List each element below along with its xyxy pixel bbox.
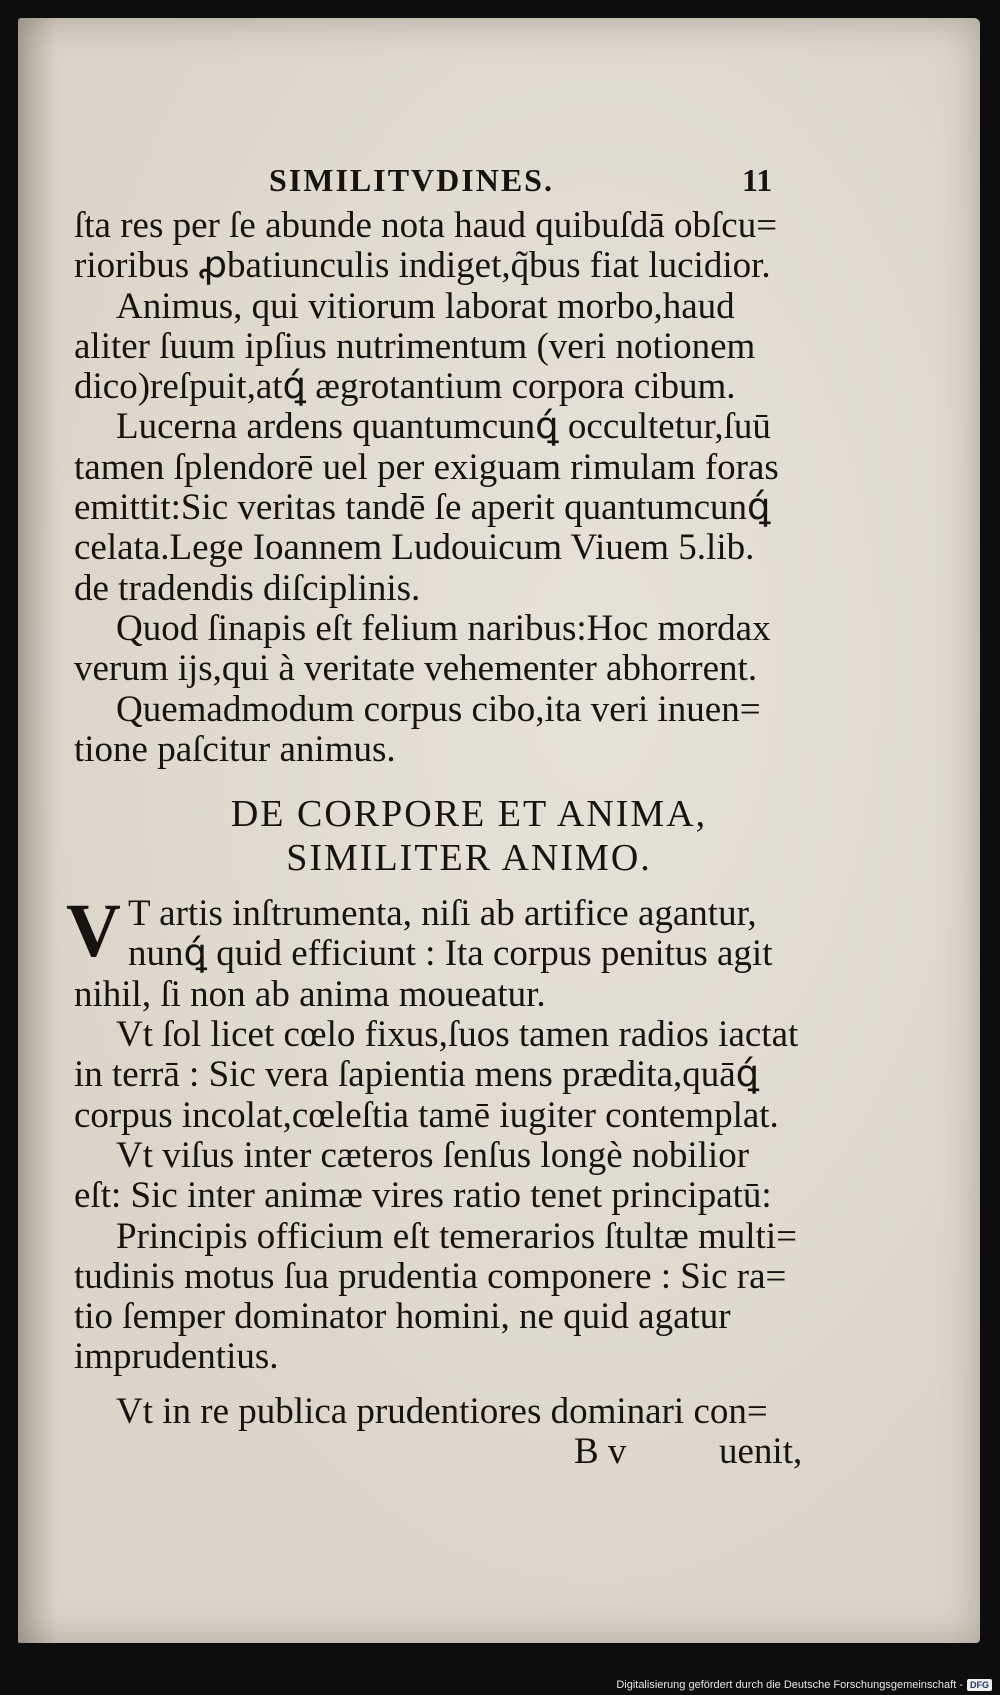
text-line: verum ĳs,qui à veritate vehementer abhorrent. xyxy=(74,648,758,690)
text-line: Vt viſus inter cæteros ſenſus longè nobilior xyxy=(116,1134,750,1176)
page-header xyxy=(74,156,874,206)
text-line: in terrā : Sic vera ſapientia mens prædita,quāꝗ́ xyxy=(74,1054,760,1096)
text-line: Quod ſinapis eſt felium naribus:Hoc mordax xyxy=(116,607,771,649)
text-line: Quemadmodum corpus cibo,ita veri inuen= xyxy=(116,688,761,730)
paragraph xyxy=(74,407,874,608)
page-text-block xyxy=(66,156,874,1473)
text-line: Animus, qui vitiorum laborat morbo,haud xyxy=(116,285,735,327)
text-line: tio ſemper dominator homini, ne quid agatur xyxy=(74,1296,731,1338)
text-line: tudinis motus ſua prudentia componere : Sic ra= xyxy=(74,1255,787,1297)
section-heading xyxy=(74,792,874,880)
credit-text: Digitalisierung gefördert durch die Deutsche Forschungsgemeinschaft - xyxy=(616,1679,963,1691)
text-line: ſta res per ſe abunde nota haud quibuſdā obſcu= xyxy=(74,205,778,246)
section-title-line: DE CORPORE ET ANIMA, xyxy=(230,793,708,836)
text-line: dico)reſpuit,atꝗ́ ægrotantium corpora cibum. xyxy=(74,366,736,408)
signature-mark: B v xyxy=(574,1431,627,1473)
page-number: 11 xyxy=(742,162,773,198)
text-line: corpus incolat,cœleſtia tamē iugiter contemplat. xyxy=(74,1094,779,1136)
digitization-credit xyxy=(616,1679,992,1691)
text-line: T artis inſtrumenta, niſi ab artifice agantur, xyxy=(128,893,757,935)
text-line: emittit:Sic veritas tandē ſe aperit quantumcunꝗ́ xyxy=(74,487,771,529)
text-line: rioribus ꝓbatiunculis indiget,q̃bus fiat lucidior. xyxy=(74,245,771,287)
text-line: nihil, ſi non ab anima moueatur. xyxy=(74,973,546,1015)
text-line: imprudentius. xyxy=(74,1336,279,1378)
text-line: Principis officium eſt temerarios ſtultæ multi= xyxy=(116,1215,797,1257)
text-line: celata.Lege Ioannem Ludouicum Viuem 5.lib. xyxy=(74,527,755,569)
running-head: SIMILITVDINES. xyxy=(269,162,554,198)
dropcap-paragraph xyxy=(66,889,874,1015)
paragraph xyxy=(74,287,874,408)
section-title-line: SIMILITER ANIMO. xyxy=(286,837,652,880)
text-line: nunꝗ́ quid efficiunt : Ita corpus penitus agit xyxy=(128,933,773,975)
book-page xyxy=(18,18,980,1643)
dfg-logo: DFG xyxy=(967,1679,992,1691)
paragraph xyxy=(74,1136,874,1217)
catchword: uenit, xyxy=(719,1431,803,1473)
paragraph xyxy=(74,1392,874,1432)
drop-cap-initial: V xyxy=(66,889,121,974)
paragraph xyxy=(74,1015,874,1136)
page-footer-line xyxy=(74,1432,874,1472)
text-line: eſt: Sic inter animæ vires ratio tenet principatū: xyxy=(74,1175,772,1217)
text-line: aliter ſuum ipſius nutrimentum (veri notionem xyxy=(74,325,756,367)
text-line: Vt ſol licet cœlo fixus,ſuos tamen radios iactat xyxy=(116,1014,799,1056)
paragraph xyxy=(74,206,874,287)
text-line: tamen ſplendorē uel per exiguam rimulam foras xyxy=(74,446,779,488)
paragraph xyxy=(74,609,874,690)
paragraph xyxy=(74,690,874,771)
text-line: tione paſcitur animus. xyxy=(74,728,396,770)
paragraph xyxy=(74,1217,874,1378)
text-line: Vt in re publica prudentiores dominari con= xyxy=(116,1390,768,1432)
text-line: Lucerna ardens quantumcunꝗ́ occultetur,ſuū xyxy=(116,406,771,448)
text-line: de tradendis diſciplinis. xyxy=(74,567,421,609)
